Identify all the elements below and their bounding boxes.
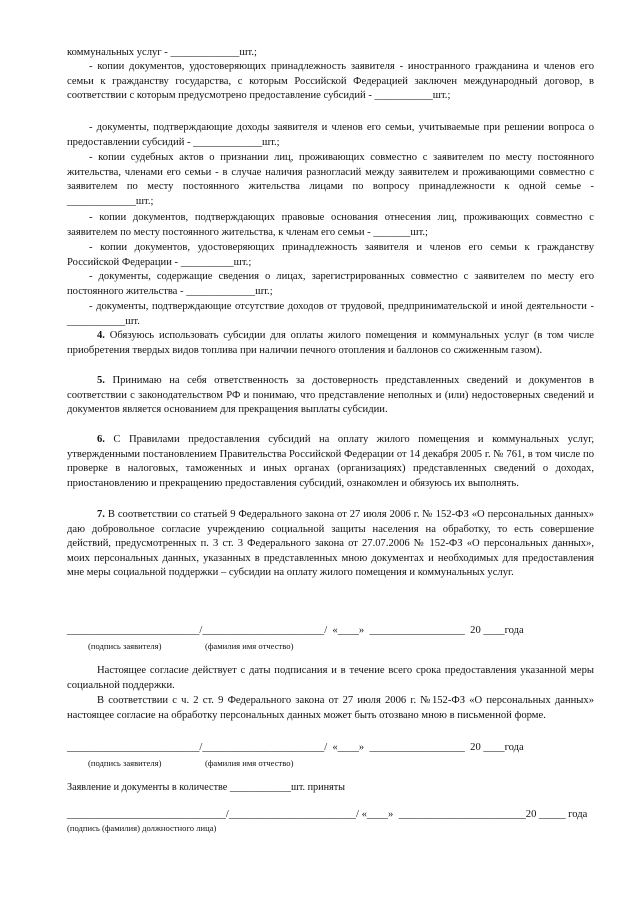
item-5-number: 5. (97, 375, 105, 386)
paragraph-rf-citizenship-docs: - копии документов, удостоверяющих принадлежность заявителя и членов его семьи к гражданству Российской Федерации - __________шт.; (67, 242, 594, 268)
official-signature-caption: (подпись (фамилия) должностного лица) (67, 823, 217, 833)
applicant-signature-caption-2: (подпись заявителя) (88, 758, 162, 768)
item-6-number: 6. (97, 434, 105, 445)
item-4-number: 4. (97, 330, 105, 341)
consent-validity-text: Настоящее согласие действует с даты подписания и в течение всего срока предоставления указанной меры социальной поддержки. (67, 665, 594, 691)
item-5-text: Принимаю на себя ответственность за достоверность представленных сведений и документов в соответствии с законодательством РФ и понимаю, что представление неполных и (или) недостоверных сведений и документов является основанием для прекращения выплаты субсидии. (67, 375, 594, 416)
item-7 (67, 508, 594, 581)
item-6-text: С Правилами предоставления субсидий на оплату жилого помещения и коммунальных услуг, утвержденными постановлением Правительства Российской Федерации от 14 декабря 2005 г. № 761, в том числе по проверке в налоговых, таможенных и иных органах (организациях) представленных сведений о доходах, приостановлению и прекращению предоставления субсидий, ознакомлен и обязуюсь их выполнять. (67, 434, 594, 489)
paragraph-registered-persons-docs: - документы, содержащие сведения о лицах, зарегистрированных совместно с заявителем по месту его постоянного жительства - _____________шт.; (67, 271, 594, 297)
paragraph-utilities-count: коммунальных услуг - _____________шт.; (67, 47, 257, 58)
applicant-name-caption-1: (фамилия имя отчество) (205, 641, 294, 651)
paragraph-foreign-citizenship-docs: - копии документов, удостоверяющих принадлежность заявителя - иностранного гражданина и членов его семьи к гражданству государства, с которым Российской Федерацией заключен международный договор, в соответствии с которым предусмотрено предоставление субсидий - ___________шт.; (67, 61, 594, 102)
item-4 (67, 329, 594, 358)
applicant-name-caption-2: (фамилия имя отчество) (205, 758, 294, 768)
consent-revocation-text: В соответствии с ч. 2 ст. 9 Федерального закона от 27 июля 2006 г. №152-ФЗ «О персональных данных» настоящее согласие на обработку персональных данных может быть отозвано мною в письменной форме. (67, 695, 594, 721)
applicant-signature-caption-1: (подпись заявителя) (88, 641, 162, 651)
item-4-text: Обязуюсь использовать субсидии для оплаты жилого помещения и коммунальных услуг (в том числе приобретения твердых видов топлива при наличии печного отопления и баллонов со сжиженным газом). (67, 330, 594, 356)
item-6 (67, 433, 594, 491)
paragraph-income-docs: - документы, подтверждающие доходы заявителя и членов его семьи, учитываемые при решении вопроса о предоставлении субсидий - _____________шт.; (67, 122, 594, 148)
item-5 (67, 374, 594, 418)
official-signature-line[interactable]: ______________________________/________________________/ «____» ________________________20 _____ года (67, 809, 588, 820)
item-7-text: В соответствии со статьей 9 Федерального закона от 27 июля 2006 г. № 152-ФЗ «О персональных данных» даю добровольное согласие учреждению социальной защиты населения на обработку, то есть совершение действий, предусмотренных п. 3 ст. 3 Федерального закона от 27.07.2006 № 152-ФЗ «О персональных данных», моих персональных данных, указанных в представленных мною документах и необходимых для предоставления мне меры социальной поддержки – субсидии на оплату жилого помещения и коммунальных услуг. (67, 509, 594, 579)
paragraph-court-acts: - копии судебных актов о признании лиц, проживающих совместно с заявителем по месту постоянного жительства, членами его семьи - в случае наличия разногласий между заявителем и проживающими совместно с заявителем по месту постоянного жительства лицами по вопросу принадлежности к одной семье - _____________шт.; (67, 152, 594, 207)
documents-accepted-text: Заявление и документы в количестве ____________шт. приняты (67, 782, 346, 793)
applicant-signature-line-2[interactable]: _________________________/_______________________/ «____» __________________ 20 ____года (67, 742, 524, 753)
paragraph-legal-basis-docs: - копии документов, подтверждающих правовые основания отнесения лиц, проживающих совместно с заявителем по месту постоянного жительства, к членам его семьи - _______шт.; (67, 212, 594, 238)
item-7-number: 7. (97, 509, 105, 520)
applicant-signature-line-1[interactable]: _________________________/_______________________/ «____» __________________ 20 ____года (67, 625, 524, 636)
paragraph-no-income-docs: - документы, подтверждающие отсутствие доходов от трудовой, предпринимательской и иной деятельности - ___________шт. (67, 301, 594, 327)
